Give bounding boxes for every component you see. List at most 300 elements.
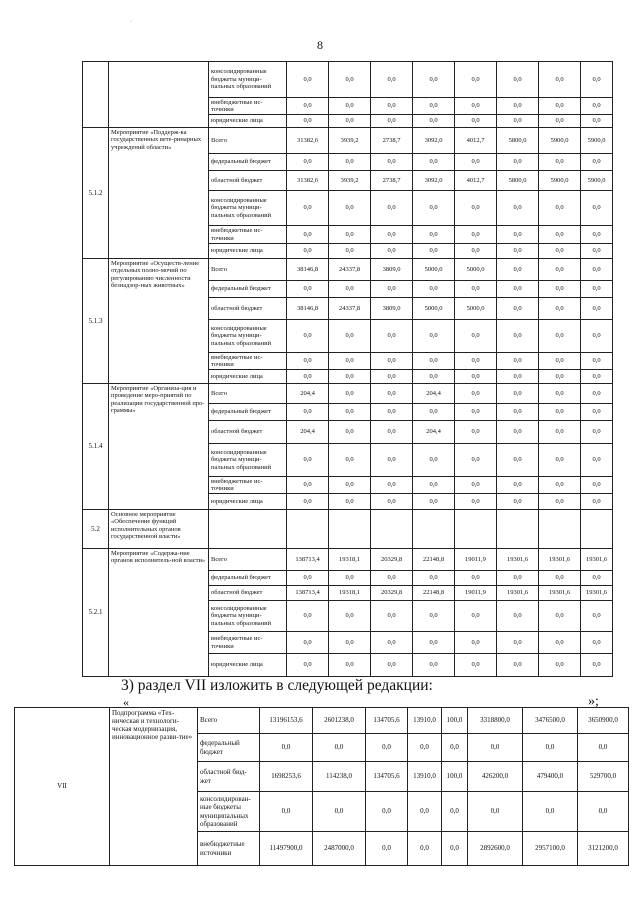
amount-cell: 0,0: [371, 404, 413, 421]
amount-cell: 0,0: [539, 353, 581, 370]
amount-cell: 0,0: [329, 404, 371, 421]
amount-cell: 0,0: [371, 421, 413, 444]
item-code: 5.2: [83, 510, 109, 549]
amount-cell: 0,0: [329, 191, 371, 226]
amount-cell: 0,0: [260, 734, 313, 762]
amount-cell: 0,0: [539, 384, 581, 404]
funding-source: внебюджетные ис-точники: [209, 226, 287, 244]
amount-cell: 0,0: [455, 601, 497, 632]
table-row: [83, 510, 613, 549]
amount-cell: 204,4: [287, 421, 329, 444]
amount-cell: 0,0: [413, 571, 455, 586]
item-name: Основное мероприятие «Обеспечение функций исполнительных органов государственной власти»: [109, 510, 209, 549]
amount-cell: 0,0: [287, 571, 329, 586]
amount-cell: 0,0: [539, 421, 581, 444]
amount-cell: 0,0: [455, 421, 497, 444]
amount-cell: 20329,8: [371, 586, 413, 601]
amount-cell: 0,0: [581, 226, 613, 244]
amount-cell: 0,0: [287, 601, 329, 632]
amount-cell: 100,0: [442, 762, 468, 792]
amount-cell: 0,0: [497, 494, 539, 510]
amount-cell: 0,0: [497, 281, 539, 298]
amount-cell: 0,0: [539, 601, 581, 632]
item-name: Мероприятие «Содержа-ние органов исполнитель-ной власти»: [109, 549, 209, 677]
amount-cell: 19318,1: [329, 549, 371, 571]
amount-cell: 0,0: [413, 281, 455, 298]
amount-cell: 0,0: [581, 191, 613, 226]
amount-cell: 5000,0: [455, 259, 497, 281]
amount-cell: [371, 510, 413, 549]
amount-cell: 0,0: [371, 654, 413, 677]
amount-cell: 0,0: [413, 654, 455, 677]
amount-cell: 0,0: [581, 281, 613, 298]
amount-cell: [581, 510, 613, 549]
amount-cell: 0,0: [497, 191, 539, 226]
item-code: 5.1.4: [83, 384, 109, 510]
amount-cell: 0,0: [581, 62, 613, 98]
amount-cell: 0,0: [329, 115, 371, 128]
amount-cell: 0,0: [413, 62, 455, 98]
amount-cell: 0,0: [581, 98, 613, 115]
amount-cell: 0,0: [329, 384, 371, 404]
funding-source: внебюджетные ис-точники: [209, 98, 287, 115]
amount-cell: 0,0: [581, 404, 613, 421]
amount-cell: 0,0: [497, 421, 539, 444]
amount-cell: 0,0: [371, 62, 413, 98]
amount-cell: 0,0: [578, 734, 629, 762]
amount-cell: 24337,8: [329, 259, 371, 281]
amount-cell: 2892600,0: [468, 832, 523, 866]
amount-cell: 0,0: [455, 494, 497, 510]
amount-cell: 204,4: [287, 384, 329, 404]
amount-cell: 0,0: [581, 421, 613, 444]
table-row: [83, 384, 613, 404]
amount-cell: 0,0: [329, 444, 371, 477]
amount-cell: 0,0: [287, 494, 329, 510]
amount-cell: 0,0: [442, 792, 468, 832]
item-name: Мероприятие «Поддерж-ка государственных вете-ринарных учреждений области»: [109, 128, 209, 259]
amount-cell: 0,0: [329, 370, 371, 384]
amount-cell: 0,0: [455, 444, 497, 477]
amount-cell: 0,0: [497, 654, 539, 677]
amount-cell: 5800,0: [497, 128, 539, 154]
amount-cell: 19318,1: [329, 586, 371, 601]
amount-cell: 20329,8: [371, 549, 413, 571]
amount-cell: 0,0: [455, 226, 497, 244]
funding-source: внебюджетные ис-точники: [209, 353, 287, 370]
amount-cell: 0,0: [413, 353, 455, 370]
amount-cell: 38146,8: [287, 298, 329, 320]
funding-source: консолидирован-ные бюджеты муниципальных образований: [198, 792, 260, 832]
amount-cell: 114238,0: [313, 762, 366, 792]
amount-cell: 0,0: [413, 191, 455, 226]
amount-cell: 0,0: [497, 98, 539, 115]
amount-cell: 0,0: [287, 62, 329, 98]
amount-cell: 529700,0: [578, 762, 629, 792]
amount-cell: 0,0: [581, 384, 613, 404]
amount-cell: 0,0: [371, 477, 413, 494]
amount-cell: 0,0: [371, 281, 413, 298]
amount-cell: 0,0: [455, 320, 497, 353]
amount-cell: 0,0: [455, 62, 497, 98]
amount-cell: 0,0: [539, 477, 581, 494]
amount-cell: 134705,6: [366, 708, 408, 734]
item-name: Мероприятие «Организа-ция и проведение меро-приятий по реализации государственной про-граммы»: [109, 384, 209, 510]
amount-cell: 3939,2: [329, 128, 371, 154]
amount-cell: 0,0: [455, 654, 497, 677]
funding-source: консолидированные бюджеты муници-пальных образований: [209, 320, 287, 353]
amount-cell: 0,0: [539, 494, 581, 510]
funding-source: внебюджетные ис-точники: [209, 632, 287, 654]
funding-source: юридические лица: [209, 244, 287, 259]
amount-cell: 0,0: [442, 734, 468, 762]
amount-cell: 0,0: [287, 244, 329, 259]
table-row: [83, 259, 613, 281]
amount-cell: 0,0: [539, 191, 581, 226]
funding-source: консолидированные бюджеты муници-пальных образований: [209, 444, 287, 477]
amount-cell: [497, 510, 539, 549]
amount-cell: 0,0: [581, 370, 613, 384]
amount-cell: 0,0: [329, 320, 371, 353]
amount-cell: 0,0: [497, 632, 539, 654]
amount-cell: 0,0: [455, 384, 497, 404]
amount-cell: 5900,0: [539, 128, 581, 154]
amount-cell: 0,0: [329, 226, 371, 244]
amount-cell: 4012,7: [455, 128, 497, 154]
amount-cell: 3650900,0: [578, 708, 629, 734]
amount-cell: 0,0: [523, 734, 578, 762]
amount-cell: 0,0: [455, 370, 497, 384]
amount-cell: 0,0: [497, 601, 539, 632]
amount-cell: 0,0: [455, 477, 497, 494]
amount-cell: 0,0: [371, 571, 413, 586]
funding-source: областной бюджет: [209, 298, 287, 320]
amount-cell: 134705,6: [366, 762, 408, 792]
amount-cell: 0,0: [287, 98, 329, 115]
funding-source: областной бюджет: [209, 586, 287, 601]
section-vii-table: [14, 707, 629, 866]
item-name: [109, 62, 209, 128]
amount-cell: 19011,9: [455, 549, 497, 571]
amount-cell: 0,0: [413, 404, 455, 421]
amount-cell: 0,0: [287, 154, 329, 171]
amount-cell: 5900,0: [581, 128, 613, 154]
amount-cell: 0,0: [581, 115, 613, 128]
closing-quote: »;: [588, 694, 599, 709]
amount-cell: 0,0: [408, 792, 442, 832]
section-heading: 3) раздел VII изложить в следующей редакции:: [121, 677, 433, 694]
amount-cell: 19301,6: [539, 586, 581, 601]
amount-cell: 0,0: [455, 98, 497, 115]
page-number: 8: [317, 38, 323, 52]
amount-cell: 0,0: [287, 654, 329, 677]
amount-cell: 0,0: [413, 444, 455, 477]
amount-cell: 0,0: [581, 353, 613, 370]
amount-cell: 31382,6: [287, 171, 329, 191]
amount-cell: [329, 510, 371, 549]
amount-cell: 0,0: [581, 259, 613, 281]
amount-cell: 0,0: [287, 632, 329, 654]
funding-source: федеральный бюджет: [209, 281, 287, 298]
amount-cell: 0,0: [539, 571, 581, 586]
amount-cell: 0,0: [366, 792, 408, 832]
amount-cell: 0,0: [497, 444, 539, 477]
amount-cell: 0,0: [329, 601, 371, 632]
amount-cell: 2487000,0: [313, 832, 366, 866]
amount-cell: 0,0: [287, 115, 329, 128]
amount-cell: 0,0: [413, 320, 455, 353]
amount-cell: 19301,6: [497, 586, 539, 601]
amount-cell: 100,0: [442, 708, 468, 734]
amount-cell: 0,0: [329, 571, 371, 586]
item-code: 5.1.3: [83, 259, 109, 384]
table-row: [83, 62, 613, 98]
funding-source: федеральный бюджет: [209, 571, 287, 586]
funding-source: Всего: [209, 259, 287, 281]
amount-cell: 19301,6: [539, 549, 581, 571]
amount-cell: 19301,6: [581, 549, 613, 571]
amount-cell: 426200,0: [468, 762, 523, 792]
funding-source: юридические лица: [209, 654, 287, 677]
amount-cell: 0,0: [497, 62, 539, 98]
scan-mark: ·: [130, 19, 132, 25]
amount-cell: 0,0: [581, 444, 613, 477]
amount-cell: 0,0: [260, 792, 313, 832]
amount-cell: 0,0: [366, 734, 408, 762]
amount-cell: 0,0: [329, 62, 371, 98]
amount-cell: 0,0: [287, 444, 329, 477]
funding-source: Всего: [209, 384, 287, 404]
item-code: 5.2.1: [83, 549, 109, 677]
funding-source: внебюджетные источники: [198, 832, 260, 866]
amount-cell: 0,0: [539, 320, 581, 353]
funding-source: [209, 510, 287, 549]
amount-cell: 0,0: [523, 792, 578, 832]
amount-cell: 0,0: [329, 244, 371, 259]
amount-cell: 0,0: [287, 404, 329, 421]
amount-cell: 0,0: [578, 792, 629, 832]
amount-cell: 3476500,0: [523, 708, 578, 734]
amount-cell: 0,0: [413, 244, 455, 259]
amount-cell: 0,0: [581, 601, 613, 632]
funding-source: федеральный бюджет: [209, 404, 287, 421]
funding-source: Всего: [209, 128, 287, 154]
amount-cell: 0,0: [497, 115, 539, 128]
amount-cell: 0,0: [413, 98, 455, 115]
amount-cell: 0,0: [539, 298, 581, 320]
funding-source: Всего: [209, 549, 287, 571]
table-row: [15, 708, 629, 734]
amount-cell: 0,0: [539, 281, 581, 298]
amount-cell: 3092,0: [413, 128, 455, 154]
amount-cell: 0,0: [287, 281, 329, 298]
amount-cell: 0,0: [371, 226, 413, 244]
amount-cell: 0,0: [371, 320, 413, 353]
amount-cell: [539, 510, 581, 549]
amount-cell: 0,0: [408, 832, 442, 866]
amount-cell: 5900,0: [581, 171, 613, 191]
item-code: VII: [15, 708, 110, 866]
amount-cell: 0,0: [371, 384, 413, 404]
amount-cell: 0,0: [468, 792, 523, 832]
amount-cell: 0,0: [455, 404, 497, 421]
amount-cell: 0,0: [329, 353, 371, 370]
funding-source: внебюджетные ис-точники: [209, 477, 287, 494]
amount-cell: 3939,2: [329, 171, 371, 191]
amount-cell: 0,0: [329, 494, 371, 510]
amount-cell: 0,0: [455, 632, 497, 654]
amount-cell: 2957100,0: [523, 832, 578, 866]
amount-cell: 0,0: [581, 154, 613, 171]
amount-cell: 0,0: [408, 734, 442, 762]
opening-quote: «: [123, 695, 129, 709]
amount-cell: 0,0: [455, 571, 497, 586]
amount-cell: 0,0: [313, 734, 366, 762]
amount-cell: 5000,0: [413, 259, 455, 281]
amount-cell: 5000,0: [413, 298, 455, 320]
amount-cell: 0,0: [539, 370, 581, 384]
amount-cell: 13196153,6: [260, 708, 313, 734]
amount-cell: 0,0: [413, 226, 455, 244]
amount-cell: 0,0: [539, 115, 581, 128]
amount-cell: 38146,8: [287, 259, 329, 281]
amount-cell: 0,0: [497, 320, 539, 353]
amount-cell: 0,0: [329, 98, 371, 115]
amount-cell: 0,0: [371, 244, 413, 259]
amount-cell: 0,0: [581, 494, 613, 510]
amount-cell: 0,0: [413, 154, 455, 171]
amount-cell: 0,0: [371, 353, 413, 370]
amount-cell: 0,0: [581, 654, 613, 677]
amount-cell: 0,0: [455, 115, 497, 128]
amount-cell: 0,0: [539, 404, 581, 421]
amount-cell: 0,0: [329, 154, 371, 171]
amount-cell: 0,0: [581, 632, 613, 654]
amount-cell: 3121200,0: [578, 832, 629, 866]
amount-cell: 0,0: [371, 98, 413, 115]
amount-cell: 0,0: [497, 244, 539, 259]
amount-cell: 0,0: [497, 384, 539, 404]
amount-cell: 0,0: [581, 298, 613, 320]
table-row: [83, 549, 613, 571]
amount-cell: 0,0: [287, 191, 329, 226]
amount-cell: 0,0: [455, 191, 497, 226]
amount-cell: 1698253,6: [260, 762, 313, 792]
amount-cell: 13910,0: [408, 708, 442, 734]
amount-cell: 0,0: [329, 421, 371, 444]
amount-cell: 0,0: [371, 191, 413, 226]
funding-source: юридические лица: [209, 494, 287, 510]
amount-cell: 0,0: [287, 226, 329, 244]
amount-cell: 13910,0: [408, 762, 442, 792]
amount-cell: 138713,4: [287, 549, 329, 571]
amount-cell: 0,0: [442, 832, 468, 866]
amount-cell: 0,0: [413, 115, 455, 128]
amount-cell: 0,0: [455, 154, 497, 171]
amount-cell: 19301,6: [497, 549, 539, 571]
amount-cell: 0,0: [455, 281, 497, 298]
funding-source: консолидированные бюджеты муници-пальных образований: [209, 62, 287, 98]
amount-cell: 0,0: [539, 654, 581, 677]
amount-cell: 19011,9: [455, 586, 497, 601]
amount-cell: 0,0: [371, 632, 413, 654]
funding-source: юридические лица: [209, 115, 287, 128]
funding-source: Всего: [198, 708, 260, 734]
amount-cell: 19301,6: [581, 586, 613, 601]
funding-source: областной бюджет: [209, 171, 287, 191]
item-code: 5.1.2: [83, 128, 109, 259]
amount-cell: 3092,0: [413, 171, 455, 191]
amount-cell: 3809,0: [371, 298, 413, 320]
amount-cell: 0,0: [581, 571, 613, 586]
amount-cell: 0,0: [468, 734, 523, 762]
amount-cell: 0,0: [539, 244, 581, 259]
amount-cell: 0,0: [497, 370, 539, 384]
amount-cell: 204,4: [413, 421, 455, 444]
amount-cell: 0,0: [287, 370, 329, 384]
amount-cell: [413, 510, 455, 549]
amount-cell: 0,0: [413, 632, 455, 654]
funding-source: консолидированные бюджеты муници-пальных образований: [209, 601, 287, 632]
amount-cell: 138713,4: [287, 586, 329, 601]
amount-cell: 5900,0: [539, 171, 581, 191]
amount-cell: 0,0: [329, 632, 371, 654]
amount-cell: 0,0: [539, 98, 581, 115]
amount-cell: 11497900,0: [260, 832, 313, 866]
amount-cell: 2601238,0: [313, 708, 366, 734]
amount-cell: 4012,7: [455, 171, 497, 191]
amount-cell: 0,0: [581, 477, 613, 494]
amount-cell: 0,0: [413, 494, 455, 510]
amount-cell: 22148,8: [413, 549, 455, 571]
budget-table-continued: [82, 61, 613, 677]
amount-cell: 0,0: [366, 832, 408, 866]
funding-source: юридические лица: [209, 370, 287, 384]
amount-cell: 0,0: [497, 571, 539, 586]
amount-cell: [455, 510, 497, 549]
amount-cell: 0,0: [329, 654, 371, 677]
funding-source: областной бюд-жет: [198, 762, 260, 792]
amount-cell: 0,0: [371, 370, 413, 384]
amount-cell: [287, 510, 329, 549]
amount-cell: 0,0: [581, 244, 613, 259]
amount-cell: 22148,8: [413, 586, 455, 601]
amount-cell: 0,0: [287, 353, 329, 370]
amount-cell: 0,0: [371, 115, 413, 128]
amount-cell: 0,0: [539, 62, 581, 98]
amount-cell: 31382,6: [287, 128, 329, 154]
amount-cell: 0,0: [455, 244, 497, 259]
amount-cell: 24337,8: [329, 298, 371, 320]
amount-cell: 0,0: [497, 226, 539, 244]
amount-cell: 5800,0: [497, 171, 539, 191]
amount-cell: 0,0: [287, 320, 329, 353]
item-code: [83, 62, 109, 128]
amount-cell: 0,0: [539, 226, 581, 244]
amount-cell: 0,0: [497, 477, 539, 494]
amount-cell: 0,0: [581, 320, 613, 353]
amount-cell: 0,0: [287, 477, 329, 494]
funding-source: федеральный бюджет: [198, 734, 260, 762]
amount-cell: 0,0: [371, 444, 413, 477]
amount-cell: 2738,7: [371, 128, 413, 154]
amount-cell: 0,0: [413, 370, 455, 384]
amount-cell: 0,0: [539, 259, 581, 281]
amount-cell: 0,0: [413, 477, 455, 494]
amount-cell: 0,0: [413, 601, 455, 632]
amount-cell: 0,0: [539, 444, 581, 477]
item-name: Мероприятие «Осуществ-ление отдельных полно-мочий по регулированию численности безнадзор-ных животных»: [109, 259, 209, 384]
